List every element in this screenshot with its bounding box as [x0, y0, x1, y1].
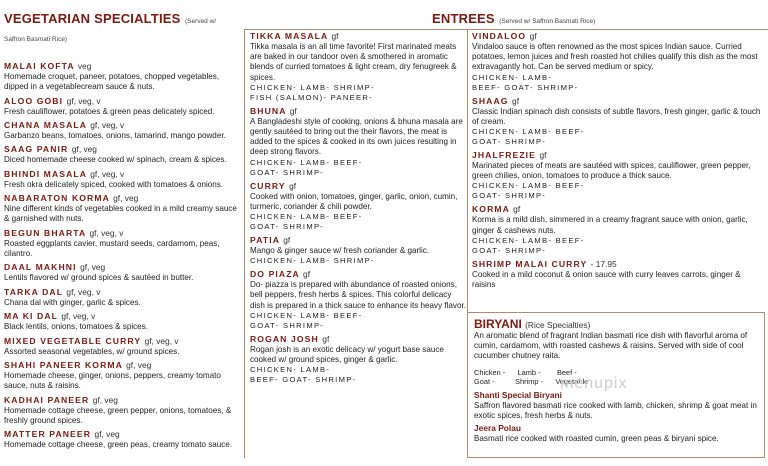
section-title: ENTREES [432, 11, 495, 26]
menu-item [472, 259, 762, 290]
menu-item [4, 61, 238, 92]
menu-item-title [4, 336, 238, 347]
menu-item-title [250, 269, 466, 280]
menu-item [472, 204, 762, 255]
menu-item-prices: GOAT- SHRIMP- [250, 167, 325, 177]
menu-item-name: SAAG PANIR [4, 144, 69, 155]
menu-item [472, 96, 762, 147]
menu-item-title [4, 193, 238, 204]
menu-item-name: TIKKA MASALA [250, 31, 328, 41]
menu-item-description: Classic Indian spinach dish consists of subtle flavors, fresh ginger, garlic & touch of cream. [472, 106, 761, 126]
vegetarian-heading [4, 10, 238, 46]
menu-item [4, 395, 238, 426]
menu-item-prices: CHICKEN- LAMB- SHRIMP- [250, 82, 375, 92]
menu-item-tag: gf [512, 95, 520, 106]
menu-item-tag: gf [513, 204, 521, 215]
menu-item-tag: gf [539, 150, 547, 161]
menu-item-description: Fresh cauliflower, potatoes & green peas delicately spiced. [4, 106, 215, 116]
shahi-biryani-title: Shanti Special Biryani [474, 389, 562, 400]
menu-item-title [4, 360, 238, 371]
entrees-column-middle [250, 31, 466, 388]
menu-item [4, 262, 238, 283]
menu-item-name: SHRIMP MALAI CURRY [472, 258, 588, 269]
menu-item-tag: gf [529, 31, 537, 41]
menu-item-prices: CHICKEN- LAMB- BEEF- [472, 235, 585, 245]
menu-item-title [250, 334, 466, 345]
menu-item-description: Rogan josh is an exotic delicacy w/ yogurt base sauce cooked w/ ground spices, ginger & garlic. [250, 344, 444, 365]
biryani-price-line: Goat - Shrimp - Vegetable - [474, 377, 593, 387]
menu-item-prices: BEEF- GOAT- SHRIMP- [250, 375, 357, 385]
column-divider-left [244, 30, 245, 458]
biryani-heading [474, 317, 758, 331]
menu-item-prices: CHICKEN- LAMB- BEEF- [472, 127, 585, 137]
menu-item [4, 193, 238, 224]
menu-item [472, 31, 762, 93]
biryani-tag: (Rice Specialties) [525, 320, 591, 330]
menu-item-description: Chana dal with ginger, garlic & spices. [4, 297, 141, 307]
menu-item [4, 144, 238, 165]
vegetarian-section [4, 10, 238, 453]
biryani-title: BIRYANI [474, 317, 522, 331]
menu-item-name: TARKA DAL [4, 286, 63, 297]
menu-item [4, 311, 238, 332]
menu-item-title [4, 311, 238, 322]
menu-item-name: ALOO GOBI [4, 95, 64, 106]
menu-item [4, 169, 238, 190]
menu-item-tag: gf, veg, v [66, 286, 101, 297]
menu-item [4, 360, 238, 391]
menu-item-tag: gf [289, 180, 297, 191]
menu-item-name: PATIA [250, 235, 280, 246]
menu-item-tag: gf [322, 333, 330, 344]
menu-item-name: KADHAI PANEER [4, 394, 90, 405]
menu-item-prices: FISH (SALMON)- PANEER- [250, 92, 373, 102]
menu-item-name: DO PIAZA [250, 269, 300, 280]
menu-item-tag: gf [331, 31, 339, 41]
menu-item-tag: gf, veg, v [144, 335, 179, 346]
section-note: (Served w/ Saffron Basmati Rice) [499, 18, 596, 25]
menu-item-tag: gf [289, 105, 297, 116]
menu-item-description: Homemade cottage cheese, green peas, creamy tomato sauce. [4, 440, 233, 450]
menu-item-prices: GOAT- SHRIMP- [472, 137, 547, 147]
menu-item-tag: gf, veg, v [90, 119, 125, 130]
menu-item-description: Mango & ginger sauce w/ fresh coriander & garlic. [250, 246, 430, 256]
menu-item-tag: gf [303, 269, 311, 280]
entrees-heading [432, 10, 595, 28]
menu-item-title [4, 61, 238, 72]
menu-item-description: Cooked with onion, tomatoes, ginger, garlic, onion, cumin, turmeric, coriander & chili powder. [250, 191, 458, 211]
menu-item-tag: gf, veg [113, 193, 139, 204]
biryani-description: An aromatic blend of fragrant Indian basmati rice dish with flavorful aroma of cumin, cardamom, with roasted cashews & raisins. Served with side of cool cucumber chutney raita. [474, 331, 748, 361]
menu-item-prices: CHICKEN- LAMB- BEEF- [472, 181, 585, 191]
menu-item-prices: GOAT- SHRIMP- [472, 191, 547, 201]
menu-item-title [250, 31, 466, 42]
menu-item-name: VINDALOO [472, 31, 527, 41]
menu-item [4, 336, 238, 357]
menu-item-description: Homemade cottage cheese, green pepper, onions, tomatoes, & freshly ground spices. [4, 405, 232, 425]
menu-item-description: Fresh okra delicately spiced, cooked with tomatoes & onions. [4, 179, 224, 189]
menu-item-title [4, 144, 238, 155]
menu-item-tag: - 17.95 [590, 258, 617, 269]
watermark: menupix [560, 375, 628, 392]
menu-item-tag: gf, veg, v [90, 168, 125, 179]
menu-item-description: Lentils flavored w/ ground spices & sautéed in butter. [4, 273, 194, 283]
menu-item-name: MATTER PANEER [4, 429, 92, 440]
menu-item-prices: CHICKEN- LAMB- [472, 72, 553, 82]
menu-item-name: SHAHI PANEER KORMA [4, 359, 123, 370]
menu-item-name: SHAAG [472, 95, 509, 106]
menu-item-prices: CHICKEN- LAMB- [250, 365, 331, 375]
menu-item-title [4, 96, 238, 107]
menu-item-prices: GOAT- SHRIMP- [250, 222, 325, 232]
menu-item-description: Roasted eggplants cavier, mustard seeds, cardamom, peas, cilantro. [4, 238, 220, 258]
menu-item-description: Black lentils, onions, tomatoes & spices. [4, 322, 148, 332]
menu-item [250, 235, 466, 266]
menu-item-description: Korma is a mild dish, simmered in a creamy fragrant sauce with onion, garlic, ginger & cashews nuts. [472, 215, 748, 235]
menu-item-title [4, 262, 238, 273]
menu-item-name: BEGUN BHARTA [4, 227, 86, 238]
menu-item-title [472, 31, 762, 42]
menu-item [472, 150, 762, 201]
menu-item-title [4, 395, 238, 406]
menu-item-name: BHUNA [250, 105, 287, 116]
menu-item-title [472, 204, 762, 215]
menu-item-prices: CHICKEN- LAMB- BEEF- [250, 157, 363, 167]
menu-item-prices: BEEF- GOAT- SHRIMP- [472, 82, 579, 92]
menu-item-name: JHALFREZIE [472, 150, 536, 161]
menu-item-description: Cooked in a mild coconut & onion sauce with curry leaves carrots, ginger & raisins [472, 269, 741, 290]
menu-item-prices: GOAT- SHRIMP- [250, 320, 325, 330]
menu-item-name: NABARATON KORMA [4, 193, 110, 204]
menu-item-description: Assorted seasonal vegetables, w/ ground spices. [4, 346, 180, 356]
menu-item [4, 96, 238, 117]
menu-item-name: DAAL MAKHNI [4, 262, 77, 273]
menu-item-description: Garbanzo beans, tomatoes, onions, tamarind, mango powder. [4, 130, 226, 140]
menu-item-description: A Bangladeshi style of cooking, onions & bhuna masala are gently sautéed to bring out the their flavors, the meat is added to the spices & cooked in its own juices resulting in deep strong flavors. [250, 116, 463, 157]
menu-item-prices: GOAT- SHRIMP- [472, 245, 547, 255]
menu-item [4, 287, 238, 308]
jeera-polau-description: Basmati rice cooked with roasted cumin, green peas & biryani spice. [474, 434, 719, 444]
entrees-column-right [472, 31, 762, 293]
menu-item-description: Do- piazza is prepared with abundance of roasted onions, bell peppers, fresh herbs & spices. This colorful delicacy dish is prepared in a thick sauce to enhance its heavy flavor. [250, 280, 466, 310]
section-note: (Served w/ Saffron Basmati Rice) [4, 18, 217, 43]
menu-item-title [250, 235, 466, 246]
menu-item-prices: CHICKEN- LAMB- BEEF- [250, 212, 363, 222]
jeera-polau-title: Jeera Polau [474, 423, 522, 434]
menu-item-title [472, 96, 762, 107]
menu-item-title [4, 429, 238, 440]
menu-item-description: Tikka masala is an all time favorite! First marinated meats are baked in our tandoor oven & smothered in aromatic blends of curried tomatoes & light cream, dry fenugreek & spices. [250, 42, 457, 82]
menu-item-tag: gf [283, 235, 291, 246]
menu-item-tag: gf, veg, v [89, 227, 124, 238]
menu-item-tag: gf, veg [94, 429, 120, 440]
menu-item-title [4, 120, 238, 131]
menu-item [250, 334, 466, 385]
menu-item-prices: CHICKEN- LAMB- BEEF- [250, 310, 363, 320]
menu-item-name: MIXED VEGETABLE CURRY [4, 335, 142, 346]
menu-item-tag: veg [77, 61, 92, 71]
menu-item-title [4, 287, 238, 298]
menu-item-tag: gf, veg [92, 394, 118, 405]
menu-item-name: CURRY [250, 180, 286, 191]
menu-item-name: ROGAN JOSH [250, 333, 319, 344]
menu-item [250, 106, 466, 178]
menu-item [4, 120, 238, 141]
menu-item-title [4, 169, 238, 180]
menu-item-tag: gf, veg [126, 359, 152, 370]
menu-item-tag: gf, veg, v [66, 95, 101, 106]
menu-item [250, 31, 466, 103]
section-title: VEGETARIAN SPECIALTIES [4, 11, 181, 26]
menu-item-description: Vindaloo sauce is often renowned as the most spices Indian sauce. Curried potatoes, lemon juices and fresh roasted hot chilies qualify this dish as the most extravagantly hot. Can be served medium or spicy. [472, 42, 758, 72]
menu-item [4, 228, 238, 259]
menu-item-tag: gf, veg [80, 262, 106, 273]
menu-item-description: Nine different kinds of vegetables cooked in a mild creamy sauce & garnished with nuts. [4, 204, 237, 224]
biryani-price-line: Chicken - Lamb - Beef - [474, 367, 577, 377]
menu-item-description: Homemade cheese, ginger, onions, peppers, creamy tomato sauce, nuts & raisins. [4, 370, 221, 391]
menu-item-name: MALAI KOFTA [4, 61, 75, 71]
shahi-biryani-description: Saffron flavored basmati rice cooked with lamb, chicken, shrimp & goat meat in exotic spices, fresh herbs & nuts. [474, 400, 757, 420]
menu-item [250, 269, 466, 331]
menu-item-description: Marinated pieces of meats are sautéed with spices, cauliflower, green pepper, green chilies, onion, tomatoes to produce a thick sauce. [472, 161, 751, 181]
menu-item-prices: CHICKEN- LAMB- SHRIMP- [250, 256, 375, 266]
menu-item-name: KORMA [472, 204, 510, 215]
menu-item-name: MA KI DAL [4, 311, 58, 322]
menu-item-tag: gf, veg [71, 144, 97, 155]
menu-item-tag: gf, veg, v [61, 311, 96, 322]
vegetarian-list [4, 61, 238, 450]
menu-item [4, 429, 238, 450]
menu-item-description: Homemade croquet, paneer, potatoes, chopped vegetables, dipped in a vegetablecream sauce & nuts. [4, 72, 220, 92]
menu-item-title [250, 106, 466, 117]
menu-item-title [472, 259, 762, 270]
menu-item-name: CHANA MASALA [4, 119, 87, 130]
menu-item-name: BHINDI MASALA [4, 168, 87, 179]
menu-item-title [472, 150, 762, 161]
entrees-rule [244, 29, 768, 30]
menu-item-description: Diced homemade cheese cooked w/ spinach, cream & spices. [4, 155, 227, 165]
menu-item [250, 181, 466, 232]
menu-item-title [250, 181, 466, 192]
menu-item-title [4, 228, 238, 239]
